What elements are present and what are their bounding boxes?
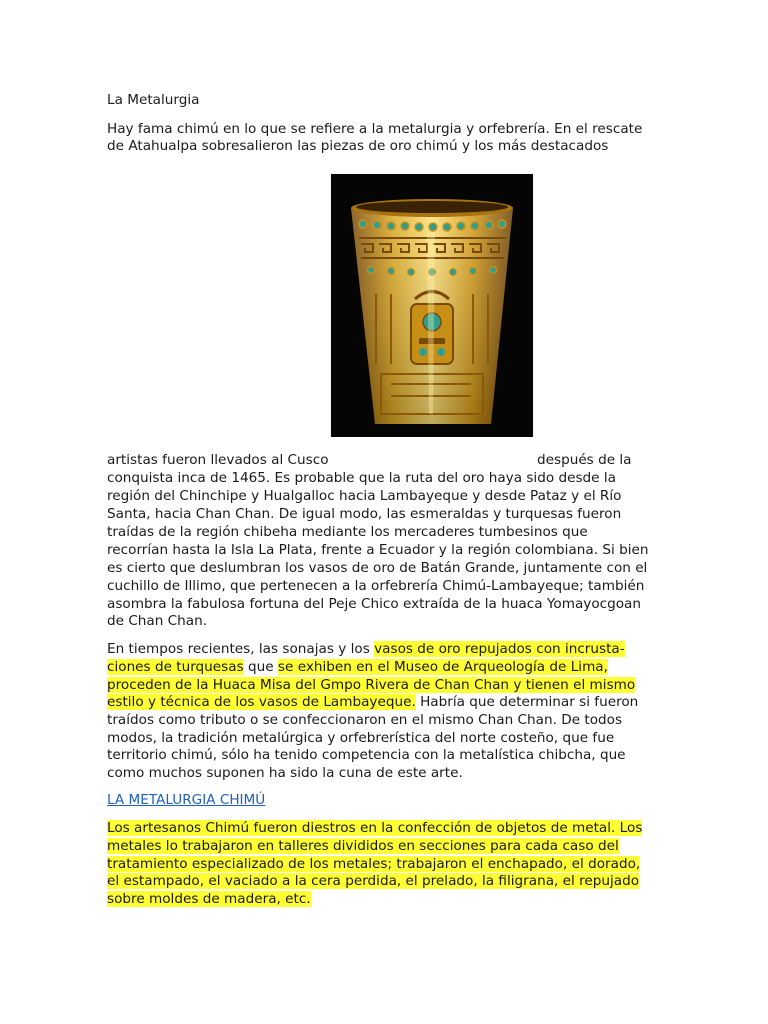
para2-line: territorio chimú, sólo ha tenido competencia con la metalística chibcha, que bbox=[107, 747, 626, 763]
para1-line: traídas de la región chibeha mediante los mercaderes tumbesinos que bbox=[107, 524, 588, 540]
para2-highlight: ciones de turquesas bbox=[107, 659, 244, 675]
para1-line: cuchillo de Illimo, que pertenecen a la orfebrería Chimú-Lambayeque; también bbox=[107, 578, 645, 594]
para1-line: asombra la fabulosa fortuna del Peje Chico extraída de la huaca Yomayocgoan bbox=[107, 596, 641, 612]
para3-line bbox=[107, 890, 311, 908]
para3-line bbox=[107, 837, 619, 855]
para1-line: Santa, hacia Chan Chan. De igual modo, las esmeraldas y turquesas fueron bbox=[107, 506, 622, 522]
intro-line-1: Hay fama chimú en lo que se refiere a la metalurgia y orfebrería. En el rescate bbox=[107, 121, 643, 137]
para3-line bbox=[107, 872, 639, 890]
para2-text: En tiempos recientes, las sonajas y los bbox=[107, 641, 375, 657]
section-link-heading[interactable]: LA METALURGIA CHIMÚ bbox=[107, 792, 266, 808]
para2-highlight: estilo y técnica de los vasos de Lambayeque. bbox=[107, 694, 416, 710]
after-figure-left: artistas fueron llevados al Cusco bbox=[107, 452, 329, 468]
para3-highlight: Los artesanos Chimú fueron diestros en la confección de objetos de metal. Los bbox=[107, 820, 643, 836]
para3-highlight: sobre moldes de madera, etc. bbox=[107, 891, 311, 907]
para2-text: que bbox=[243, 659, 278, 675]
para3-highlight: metales lo trabajaron en talleres divididos en secciones para cada caso del bbox=[107, 838, 619, 854]
para2-line-4 bbox=[107, 693, 638, 711]
para2-line: como muchos suponen ha sido la cuna de este arte. bbox=[107, 765, 463, 781]
para2-highlight: vasos de oro repujados con incrusta- bbox=[374, 641, 625, 657]
para3-line bbox=[107, 855, 640, 873]
para2-line-2 bbox=[107, 658, 608, 676]
para1-line: es cierto que deslumbran los vasos de oro de Batán Grande, juntamente con el bbox=[107, 560, 648, 576]
para3-highlight: el estampado, el vaciado a la cera perdida, el prelado, la filigrana, el repujado bbox=[107, 873, 640, 889]
para2-line-3 bbox=[107, 676, 635, 694]
page-title: La Metalurgia bbox=[107, 92, 200, 108]
para3-line bbox=[107, 819, 642, 837]
para1-line: de Chan Chan. bbox=[107, 613, 208, 629]
gold-vessel-illustration bbox=[331, 174, 533, 437]
para2-highlight: proceden de la Huaca Misa del Gmpo Rivera de Chan Chan y tienen el mismo bbox=[107, 677, 636, 693]
para3-highlight: tratamiento especializado de los metales; trabajaron el enchapado, el dorado, bbox=[107, 856, 641, 872]
para2-text: Habría que determinar si fueron bbox=[415, 694, 639, 710]
para2-line: traídos como tributo o se confeccionaron en el mismo Chan Chan. De todos bbox=[107, 712, 623, 728]
gold-vessel-image bbox=[331, 174, 533, 437]
para1-line: región del Chinchipe y Hualgalloc hacia Lambayeque y desde Pataz y el Río bbox=[107, 488, 622, 504]
para1-line: recorrían hasta la Isla La Plata, frente a Ecuador y la región colombiana. Si bien bbox=[107, 542, 649, 558]
para2-line: modos, la tradición metalúrgica y orfebrerística del norte costeño, que fue bbox=[107, 730, 615, 746]
para2-line-1 bbox=[107, 640, 625, 658]
para2-highlight: se exhiben en el Museo de Arqueología de Lima, bbox=[277, 659, 608, 675]
after-figure-right: después de la bbox=[537, 452, 632, 468]
intro-line-2: de Atahualpa sobresalieron las piezas de oro chimú y los más destacados bbox=[107, 138, 609, 154]
para1-line: conquista inca de 1465. Es probable que la ruta del oro haya sido desde la bbox=[107, 470, 616, 486]
